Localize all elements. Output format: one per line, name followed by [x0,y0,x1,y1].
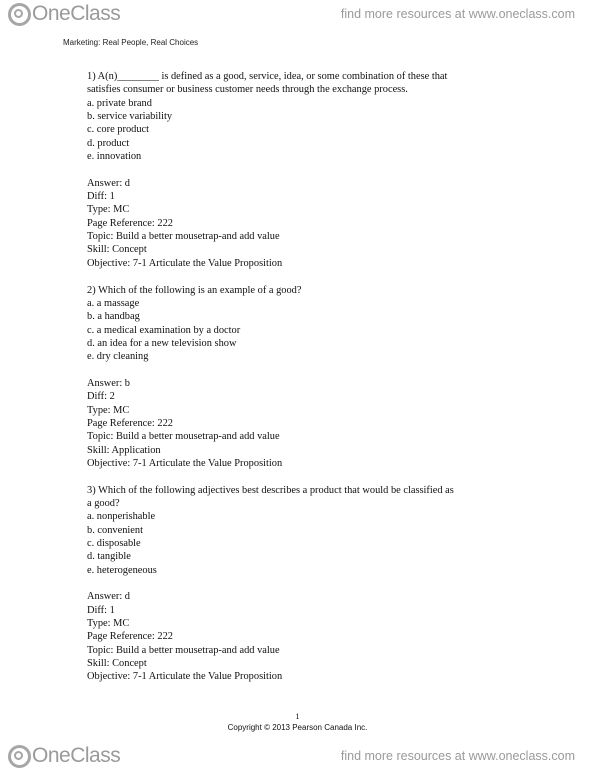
logo-text: OneClass [32,2,121,25]
question-meta: Topic: Build a better mousetrap-and add value [87,644,280,656]
question-block [87,70,527,284]
answer-option: c. disposable [87,538,141,550]
question-stem: satisfies consumer or business customer needs through the exchange process. [87,84,408,96]
question-meta: Topic: Build a better mousetrap-and add value [87,431,280,443]
answer-option: e. dry cleaning [87,351,149,363]
question-meta: Page Reference: 222 [87,631,173,643]
answer-option: e. heterogeneous [87,564,157,576]
question-meta: Skill: Application [87,444,161,456]
logo-text: OneClass [32,744,121,767]
question-block [87,484,527,684]
question-meta: Skill: Concept [87,658,147,670]
answer-option: d. tangible [87,551,131,563]
question-block [87,284,527,484]
bottom-banner [0,742,595,770]
answer-option: e. innovation [87,151,142,163]
question-meta: Skill: Concept [87,244,147,256]
spacer [87,163,527,176]
oneclass-logo[interactable] [8,2,120,26]
question-meta: Answer: d [87,177,130,189]
page-number: 1 [295,711,300,721]
answer-option: c. a medical examination by a doctor [87,324,241,336]
spacer [87,270,527,283]
question-meta: Objective: 7-1 Articulate the Value Proposition [87,257,283,269]
question-meta: Answer: d [87,591,130,603]
oneclass-logo-icon [8,745,31,768]
answer-option: a. nonperishable [87,511,156,523]
question-meta: Answer: b [87,377,130,389]
question-meta: Type: MC [87,404,130,416]
copyright-notice: Copyright © 2013 Pearson Canada Inc. [227,723,368,732]
answer-option: d. an idea for a new television show [87,337,237,349]
answer-option: b. a handbag [87,311,140,323]
resources-link[interactable]: find more resources at www.oneclass.com [340,749,575,763]
question-meta: Type: MC [87,618,130,630]
question-meta: Diff: 2 [87,391,115,403]
question-stem: a good? [87,498,120,509]
answer-option: c. core product [87,124,150,136]
oneclass-logo-icon [8,3,31,26]
top-banner [0,0,595,28]
question-meta: Objective: 7-1 Articulate the Value Proposition [87,457,283,469]
spacer [87,470,527,483]
answer-option: a. private brand [87,97,152,109]
question-stem: 3) Which of the following adjectives best describes a product that would be classified as [87,484,454,496]
document-header: Marketing: Real People, Real Choices [63,38,199,47]
answer-option: a. a massage [87,297,140,309]
answer-option: d. product [87,137,130,149]
oneclass-logo[interactable] [8,744,120,768]
resources-link[interactable]: find more resources at www.oneclass.com [340,7,575,21]
question-meta: Diff: 1 [87,604,115,616]
question-meta: Type: MC [87,204,130,216]
question-stem: 2) Which of the following is an example of a good? [87,284,302,296]
question-meta: Topic: Build a better mousetrap-and add value [87,231,280,243]
answer-option: b. service variability [87,111,173,123]
question-list [87,70,527,684]
answer-option: b. convenient [87,524,143,536]
question-meta: Page Reference: 222 [87,217,173,229]
question-stem: 1) A(n)________ is defined as a good, service, idea, or some combination of these that [87,71,448,82]
spacer [87,577,527,590]
question-meta: Diff: 1 [87,191,115,203]
question-meta: Objective: 7-1 Articulate the Value Proposition [87,671,283,683]
spacer [87,364,527,377]
question-meta: Page Reference: 222 [87,417,173,429]
